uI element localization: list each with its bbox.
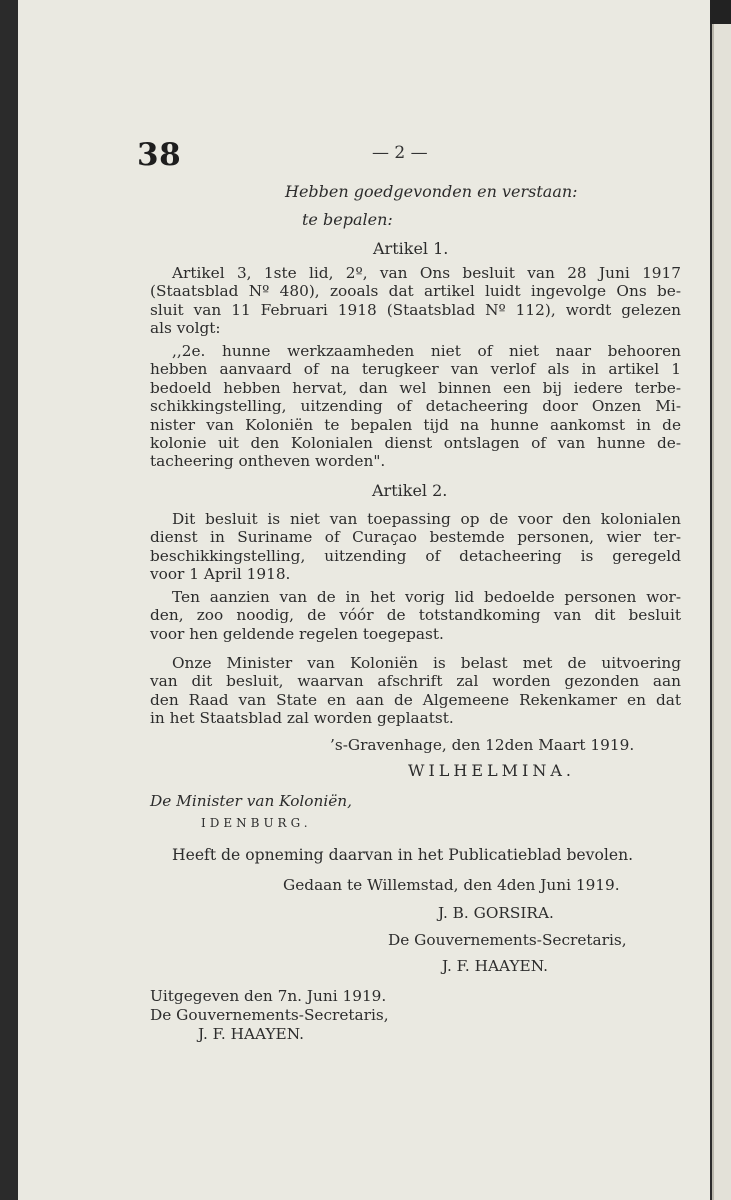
page-number: 38 <box>137 137 182 173</box>
resolution-subline: te bepalen: <box>302 210 393 229</box>
article-2-heading: Artikel 2. <box>372 481 448 500</box>
text-line: kolonie uit den Kolonialen dienst ontslagen of van hunne de- <box>150 433 681 452</box>
text-line: dienst in Suriname of Curaçao bestemde personen, wier ter- <box>150 528 681 547</box>
text-line: voor 1 April 1918. <box>150 565 291 584</box>
text-line: ,,2e. hunne werkzaamheden niet of niet naar behooren <box>172 342 681 360</box>
article-2-paragraph-3 <box>150 654 681 728</box>
text-line: in het Staatsblad zal worden geplaatst. <box>150 709 454 728</box>
text-line: als volgt: <box>150 319 221 338</box>
header-page-marker: — 2 — <box>372 143 428 163</box>
issued-line: Uitgegeven den 7n. Juni 1919. <box>150 987 387 1005</box>
minister-title: De Minister van Koloniën, <box>150 792 353 810</box>
text-line: Dit besluit is niet van toepassing op de voor den kolonialen <box>172 510 681 528</box>
text-line: Onze Minister van Koloniën is belast met de uitvoering <box>172 654 681 672</box>
issued-secretary-title: De Gouvernements-Secretaris, <box>150 1006 389 1024</box>
text-line: den Raad van State en aan de Algemeene Rekenkamer en dat <box>150 690 681 709</box>
monarch-signature: WILHELMINA. <box>408 761 575 780</box>
text-line: sluit van 11 Februari 1918 (Staatsblad Nº 112), wordt gelezen <box>150 300 681 319</box>
resolution-line: Hebben goedgevonden en verstaan: <box>285 182 578 201</box>
secretary-title: De Gouvernements-Secretaris, <box>388 931 627 949</box>
text-line: bedoeld hebben hervat, dan wel binnen een bij iedere terbe- <box>150 378 681 397</box>
article-2-paragraph-1 <box>150 510 681 584</box>
text-line: den, zoo noodig, de vóór de totstandkoming van dit besluit <box>150 606 681 625</box>
page-edge <box>712 24 731 1200</box>
signature-place-date: ’s-Gravenhage, den 12den Maart 1919. <box>330 736 635 754</box>
page-edge-dark <box>710 0 731 24</box>
text-line: voor hen geldende regelen toegepast. <box>150 624 444 643</box>
minister-name: IDENBURG. <box>201 816 312 830</box>
text-line: Artikel 3, 1ste lid, 2º, van Ons besluit van 28 Juni 1917 <box>172 264 681 282</box>
publication-order: Heeft de opneming daarvan in het Publicatieblad bevolen. <box>172 846 634 864</box>
text-line: tacheering ontheven worden". <box>150 452 386 471</box>
text-line: Ten aanzien van de in het vorig lid bedoelde personen wor- <box>172 588 681 606</box>
text-line: (Staatsblad Nº 480), zooals dat artikel luidt ingevolge Ons be- <box>150 282 681 301</box>
article-2-paragraph-2 <box>150 588 681 643</box>
done-at-line: Gedaan te Willemstad, den 4den Juni 1919. <box>283 876 620 894</box>
text-line: van dit besluit, waarvan afschrift zal worden gezonden aan <box>150 672 681 691</box>
article-1-heading: Artikel 1. <box>373 239 449 258</box>
text-line: schikkingstelling, uitzending of detacheering door Onzen Mi- <box>150 397 681 416</box>
secretary-name: J. F. HAAYEN. <box>442 957 548 975</box>
governor-name: J. B. GORSIRA. <box>438 904 554 922</box>
text-line: nister van Koloniën te bepalen tijd na hunne aankomst in de <box>150 415 681 434</box>
text-line: beschikkingstelling, uitzending of detacheering is geregeld <box>150 546 681 565</box>
article-1-paragraph-1 <box>150 264 681 338</box>
issued-secretary-name: J. F. HAAYEN. <box>198 1025 304 1043</box>
text-line: hebben aanvaard of na terugkeer van verlof als in artikel 1 <box>150 360 681 379</box>
article-1-paragraph-2 <box>150 342 681 471</box>
